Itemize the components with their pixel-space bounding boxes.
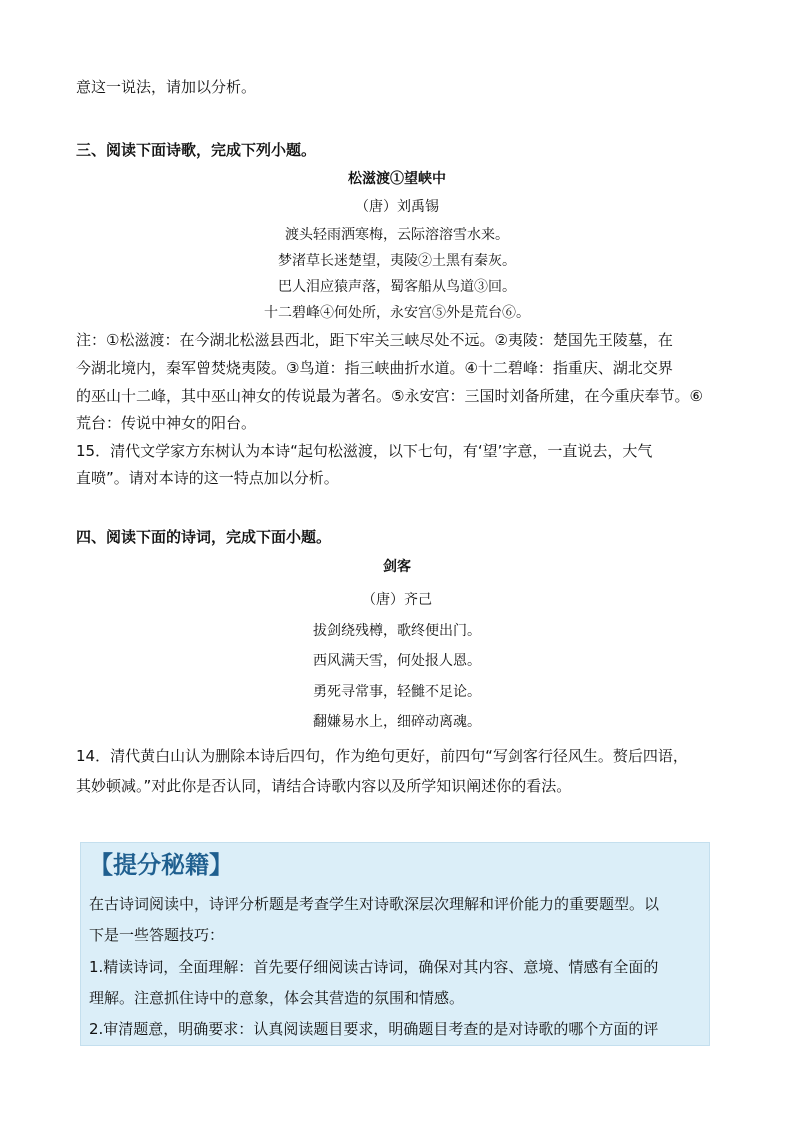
section3-poem-line: 梦渚草长迷楚望，夷陵②土黑有秦灰。 <box>278 253 516 269</box>
section4-poem-line: 勇死寻常事，轻雠不足论。 <box>313 684 481 700</box>
intro-line: 意这一说法，请加以分析。 <box>76 78 257 96</box>
tips-line: 在古诗词阅读中，诗评分析题是考查学生对诗歌深层次理解和评价能力的重要题型。以 <box>89 895 660 913</box>
section4-poem-title: 剑客 <box>383 559 411 575</box>
section4-question-line: 14．清代黄白山认为删除本诗后四句，作为绝句更好，前四句“写剑客行径风生。赘后四语， <box>76 747 688 765</box>
section3-poem-title: 松滋渡①望峡中 <box>348 171 446 187</box>
section4-poem-line: 西风满天雪，何处报人恩。 <box>313 653 481 669</box>
tips-box <box>80 842 710 1046</box>
section3-heading: 三、阅读下面诗歌，完成下列小题。 <box>76 141 317 159</box>
section3-poem-line: 巴人泪应猿声落，蜀客船从鸟道③回。 <box>278 279 516 295</box>
section3-note-line: 注：①松滋渡：在今湖北松滋县西北，距下牢关三峡尽处不远。②夷陵：楚国先王陵墓，在 <box>76 331 673 349</box>
section3-note-line: 荒台：传说中神女的阳台。 <box>76 414 257 432</box>
tips-line: 理解。注意抓住诗中的意象，体会其营造的氛围和情感。 <box>89 989 465 1007</box>
section3-note-line: 今湖北境内，秦军曾焚烧夷陵。③鸟道：指三峡曲折水道。④十二碧峰：指重庆、湖北交界 <box>76 359 673 377</box>
section3-question-line: 直喷”。请对本诗的这一特点加以分析。 <box>76 469 339 487</box>
tips-title: 【提分秘籍】 <box>89 851 233 879</box>
section3-note-line: 的巫山十二峰，其中巫山神女的传说最为著名。⑤永安宫：三国时刘备所建，在今重庆奉节。⑥ <box>76 387 703 405</box>
tips-line: 2.审清题意，明确要求：认真阅读题目要求，明确题目考查的是对诗歌的哪个方面的评 <box>89 1020 659 1038</box>
section3-poem-line: 渡头轻雨洒寒梅，云际溶溶雪水来。 <box>285 227 509 243</box>
section4-heading: 四、阅读下面的诗词，完成下面小题。 <box>76 528 332 546</box>
section4-poem-line: 拔剑绕残樽，歌终便出门。 <box>313 623 481 639</box>
tips-line: 下是一些答题技巧： <box>89 926 225 944</box>
section3-poem-author: （唐）刘禹锡 <box>355 199 439 215</box>
section3-poem-line: 十二碧峰④何处所，永安宫⑤外是荒台⑥。 <box>264 305 530 321</box>
section4-poem-author: （唐）齐己 <box>362 592 432 608</box>
section4-poem-line: 翻嫌易水上，细碎动离魂。 <box>313 714 481 730</box>
tips-line: 1.精读诗词，全面理解：首先要仔细阅读古诗词，确保对其内容、意境、情感有全面的 <box>89 958 659 976</box>
section4-question-line: 其妙顿减。”对此你是否认同，请结合诗歌内容以及所学知识阐述你的看法。 <box>76 777 572 795</box>
section3-question-line: 15．清代文学家方东树认为本诗“起句松滋渡，以下七句，有‘望’字意，一直说去，大气 <box>76 442 653 460</box>
